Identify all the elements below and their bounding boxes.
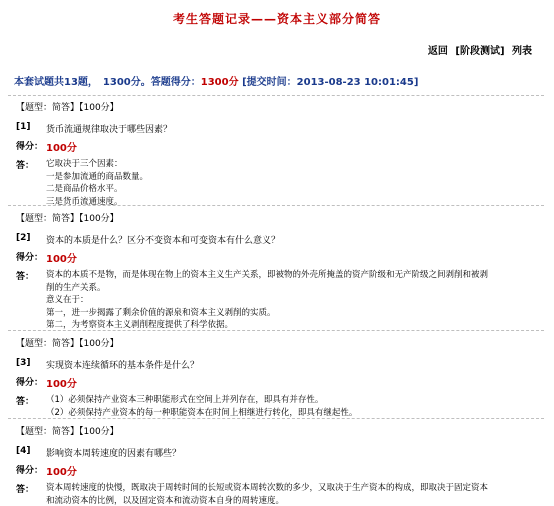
question-block (16, 100, 536, 212)
total-score: 1300分 (200, 77, 239, 88)
question-block (16, 336, 536, 423)
question-type-tag: 【题型：简答】【100分】 (16, 427, 119, 437)
answer-text: （1）必须保持产业资本三种职能形式在空间上并列存在，即具有并存性。 （2）必须保持产业资本的每一种职能资本在时间上相继进行转化，即具有继起性。 (46, 395, 358, 418)
answer-label: 答： (16, 485, 35, 495)
score-label: 得分： (16, 253, 44, 263)
score-label: 得分： (16, 142, 44, 152)
answer-label: 答： (16, 397, 35, 407)
question-number: [2] (16, 233, 31, 243)
answer-label: 答： (16, 161, 35, 171)
question-type-tag: 【题型：简答】【100分】 (16, 339, 119, 349)
score-label: 得分： (16, 378, 44, 388)
question-type-tag: 【题型：简答】【100分】 (16, 103, 119, 113)
answer-label: 答： (16, 272, 35, 282)
question-score: 100分 (46, 467, 77, 478)
page-title: 考生答题记录——资本主义部分简答 (172, 12, 381, 26)
answer-text: 它取决于三个因素： 一是参加流通的商品数量。 二是商品价格水平。 三是货币流通速度。 (46, 159, 149, 207)
answer-text: 资本的本质不是物，而是体现在物上的资本主义生产关系，即被物的外壳所掩盖的资产阶级和无产阶级之间剥削和被剥 削的生产关系。 意义在于： 第一，进一步揭露了剩余价值的源泉和资本主义剥削的实质。 第二，为考察资本主义剥削程度提供了科学依据。 (46, 270, 489, 330)
question-block (16, 211, 536, 336)
exam-summary (14, 73, 418, 88)
divider (8, 205, 544, 206)
question-type-tag: 【题型：简答】【100分】 (16, 214, 119, 224)
back-link[interactable]: 返回 (427, 46, 448, 57)
divider (8, 330, 544, 331)
list-link[interactable]: 列表 (512, 46, 532, 57)
question-number: [4] (16, 446, 31, 456)
question-block (16, 424, 536, 506)
question-number: [1] (16, 122, 31, 132)
question-text: 实现资本连续循环的基本条件是什么？ (46, 361, 200, 371)
stage-test-link[interactable]: [阶段测试] (455, 46, 505, 57)
question-score: 100分 (46, 254, 77, 265)
summary-text: 本套试题共13题， 1300分。答题得分： (14, 77, 201, 88)
question-text: 货币流通规律取决于哪些因素？ (46, 125, 173, 135)
answer-text: 资本周转速度的快慢，既取决于周转时间的长短或资本周转次数的多少，又取决于生产资本的构成，即取决于固定资本 和流动资本的比例，以及固定资本和流动资本自身的周转速度。 (46, 483, 489, 506)
divider (8, 418, 544, 419)
top-nav (424, 42, 532, 57)
question-score: 100分 (46, 379, 77, 390)
submit-time: [提交时间：2013-08-23 10:01:45] (242, 77, 419, 88)
question-score: 100分 (46, 143, 77, 154)
divider (8, 95, 544, 96)
question-number: [3] (16, 358, 31, 368)
question-text: 资本的本质是什么？区分不变资本和可变资本有什么意义？ (46, 236, 281, 246)
question-text: 影响资本周转速度的因素有哪些？ (46, 449, 182, 459)
score-label: 得分： (16, 466, 44, 476)
